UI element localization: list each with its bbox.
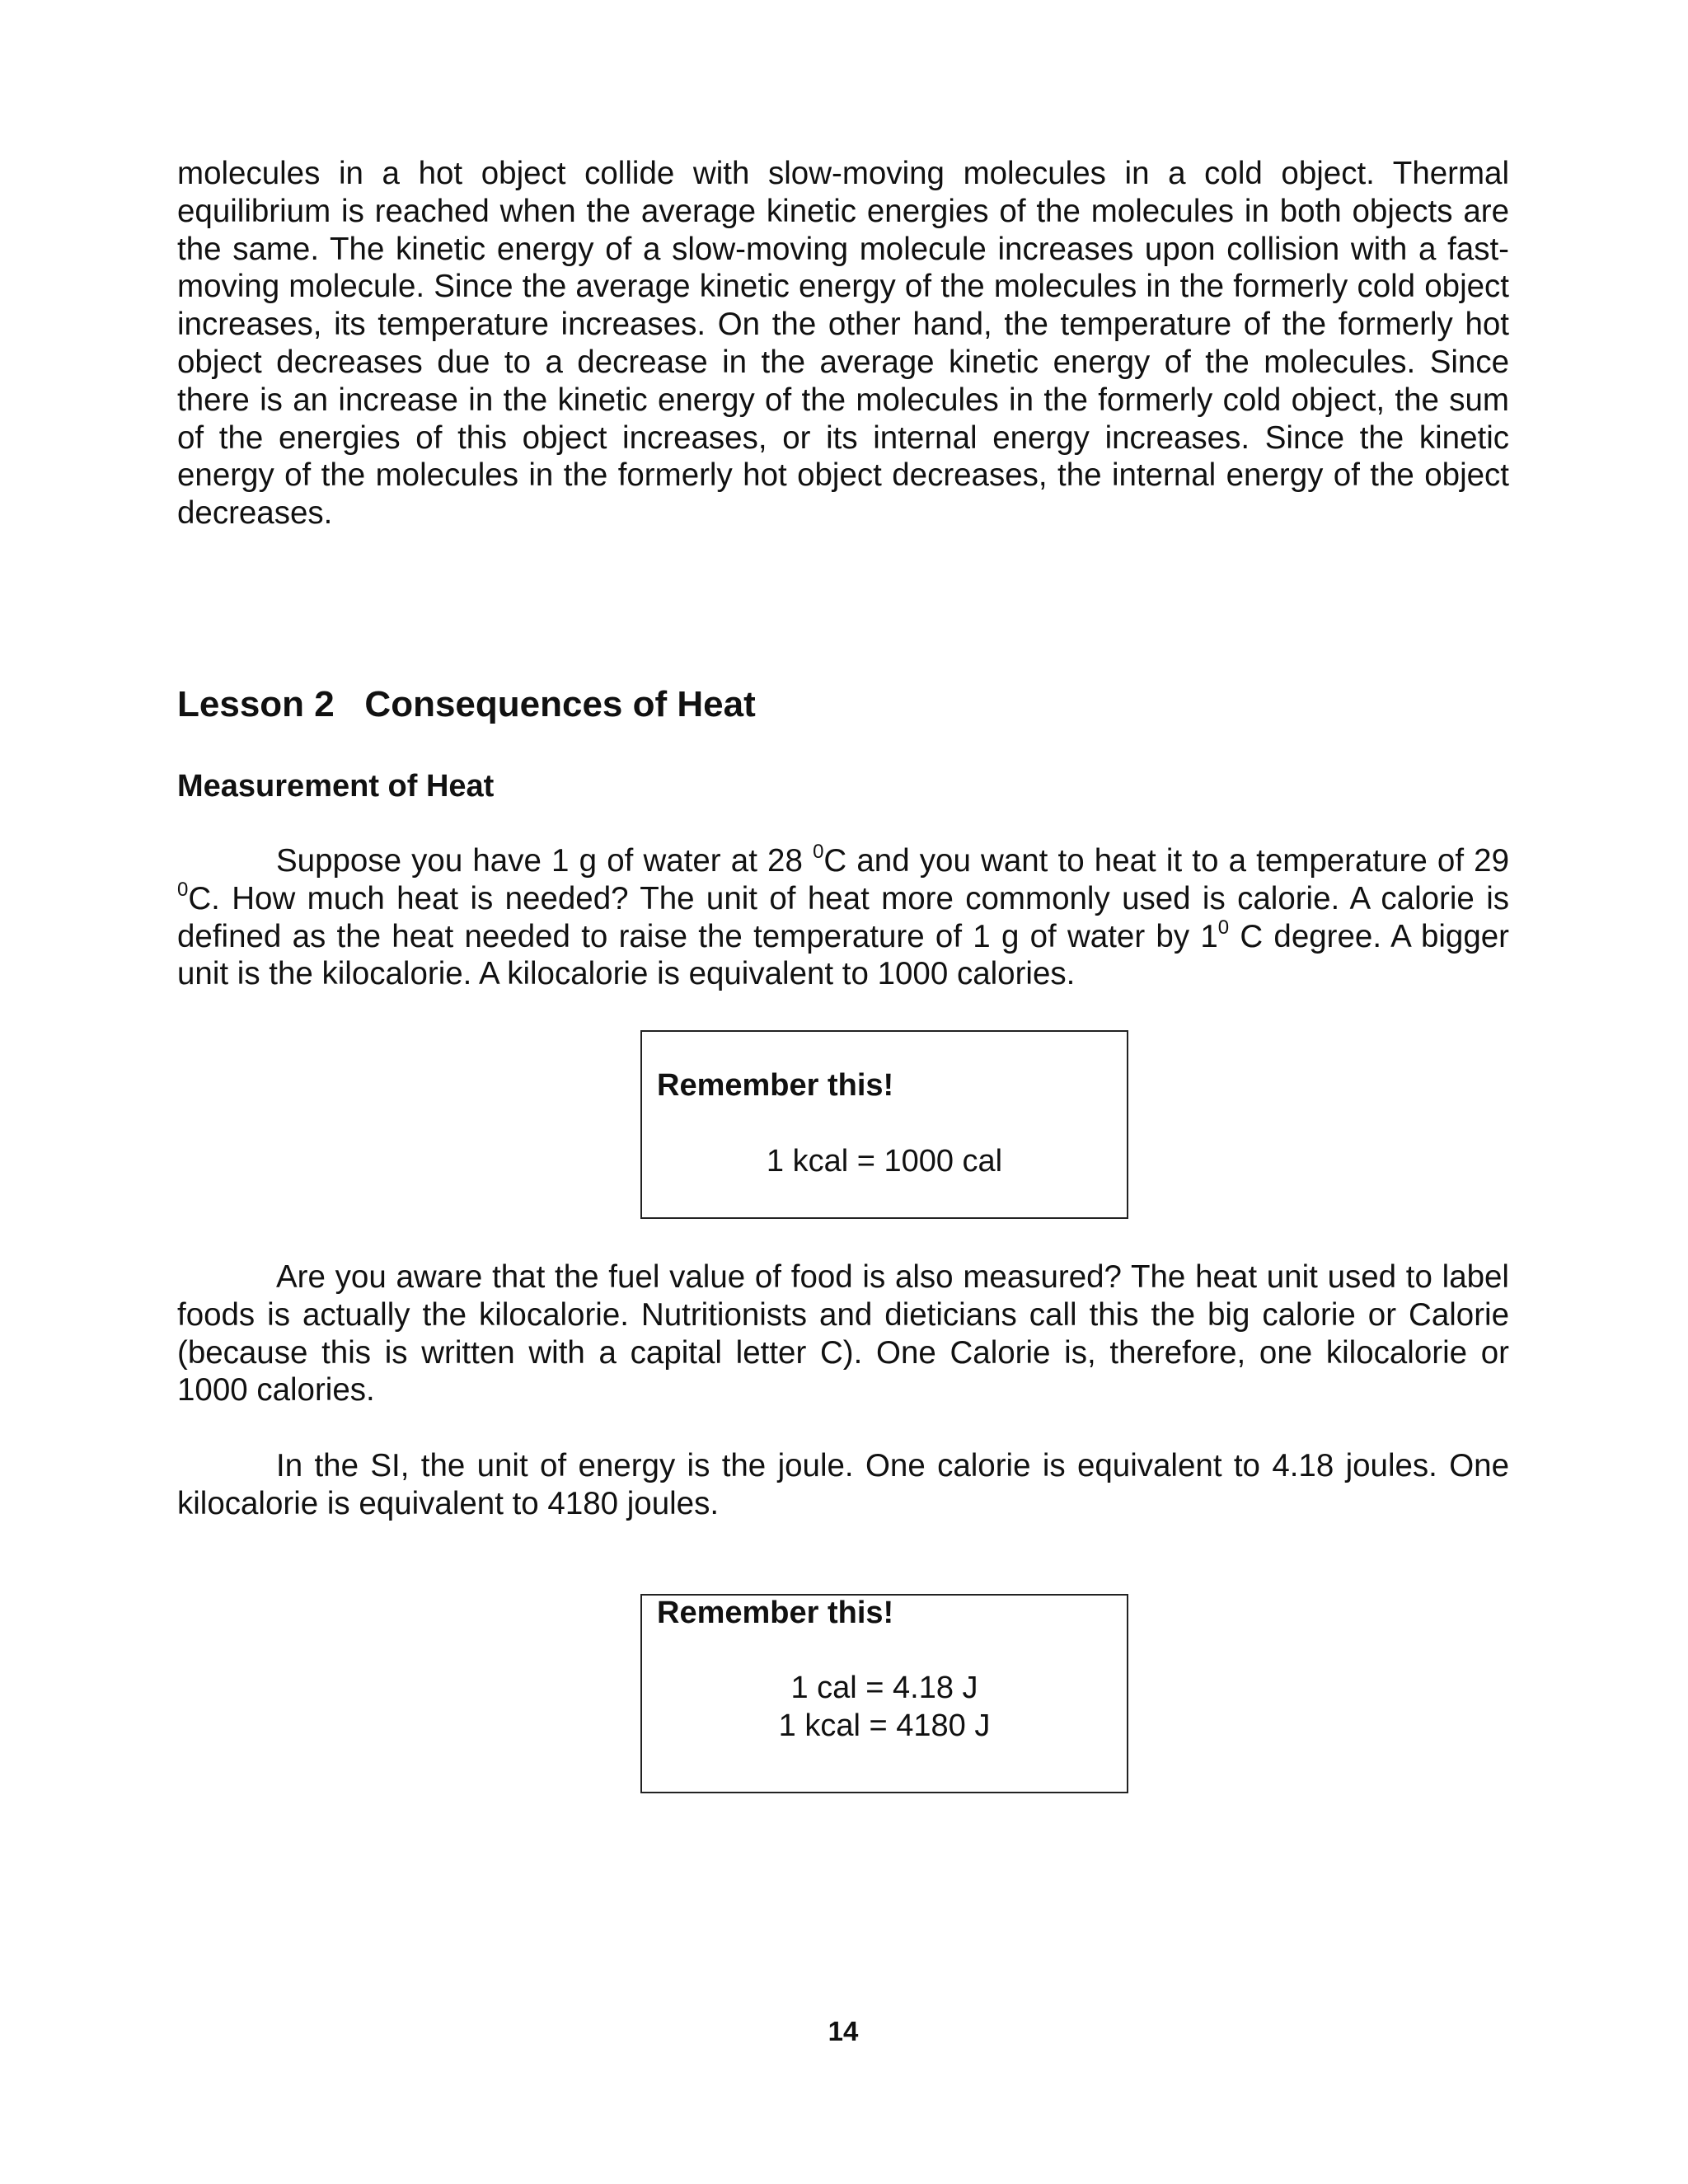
remember-box-equation: 1 kcal = 4180 J <box>778 1708 991 1743</box>
food-paragraph: Are you aware that the fuel value of food is also measured? The heat unit used to label foods is actually the kilocalorie. Nutritionists and dieticians call this the big calorie or Calorie (because this is written with a capital letter C). One Calorie is, therefore, one kilocalorie or 1000 calories. <box>177 1259 1509 1408</box>
page-number: 14 <box>828 2016 859 2046</box>
measurement-text-2: C and you want to heat it to a temperature of 29 <box>823 843 1510 879</box>
remember-box-equation: 1 kcal = 1000 cal <box>766 1144 1003 1179</box>
remember-box-title: Remember this! <box>657 1596 894 1630</box>
si-paragraph: In the SI, the unit of energy is the joule. One calorie is equivalent to 4.18 joules. One kilocalorie is equivalent to 4180 joules. <box>177 1448 1509 1521</box>
section-heading: Measurement of Heat <box>177 769 495 804</box>
remember-box-equation: 1 cal = 4.18 J <box>790 1671 978 1705</box>
measurement-text-1: Suppose you have 1 g of water at 28 <box>276 843 814 879</box>
intro-paragraph: molecules in a hot object collide with slow-moving molecules in a cold object. Thermal equilibrium is reached when the average kinetic energies of the molecules in both objects are the same. The kinetic energy of a slow-moving molecule increases upon collision with a fast-moving molecule. Since the average kinetic energy of the molecules in the formerly cold object increases, its temperature increases. On the other hand, the temperature of the formerly hot object decreases due to a decrease in the average kinetic energy of the molecules. Since there is an increase in the kinetic energy of the molecules in the formerly cold object, the sum of the energies of this object increases, or its internal energy increases. Since the kinetic energy of the molecules in the formerly hot object decreases, the internal energy of the object decreases. <box>177 156 1509 532</box>
measurement-text-4: C degree. A bigger unit is the kilocalorie. A kilocalorie is equivalent to 1000 calories. <box>177 918 1509 992</box>
measurement-paragraph <box>177 842 1509 993</box>
degree-superscript-3: 0 <box>1217 916 1230 939</box>
measurement-text-3: C. How much heat is needed? The unit of heat more commonly used is calorie. A calorie is defined as the heat needed to raise the temperature of 1 g of water by 1 <box>177 880 1509 954</box>
remember-box-title: Remember this! <box>657 1068 894 1103</box>
degree-superscript-2: 0 <box>177 878 189 901</box>
remember-box-kcal <box>640 1030 1128 1219</box>
remember-box-joule <box>640 1594 1128 1793</box>
lesson-heading: Lesson 2 Consequences of Heat <box>177 684 756 724</box>
degree-superscript-1: 0 <box>813 841 824 863</box>
